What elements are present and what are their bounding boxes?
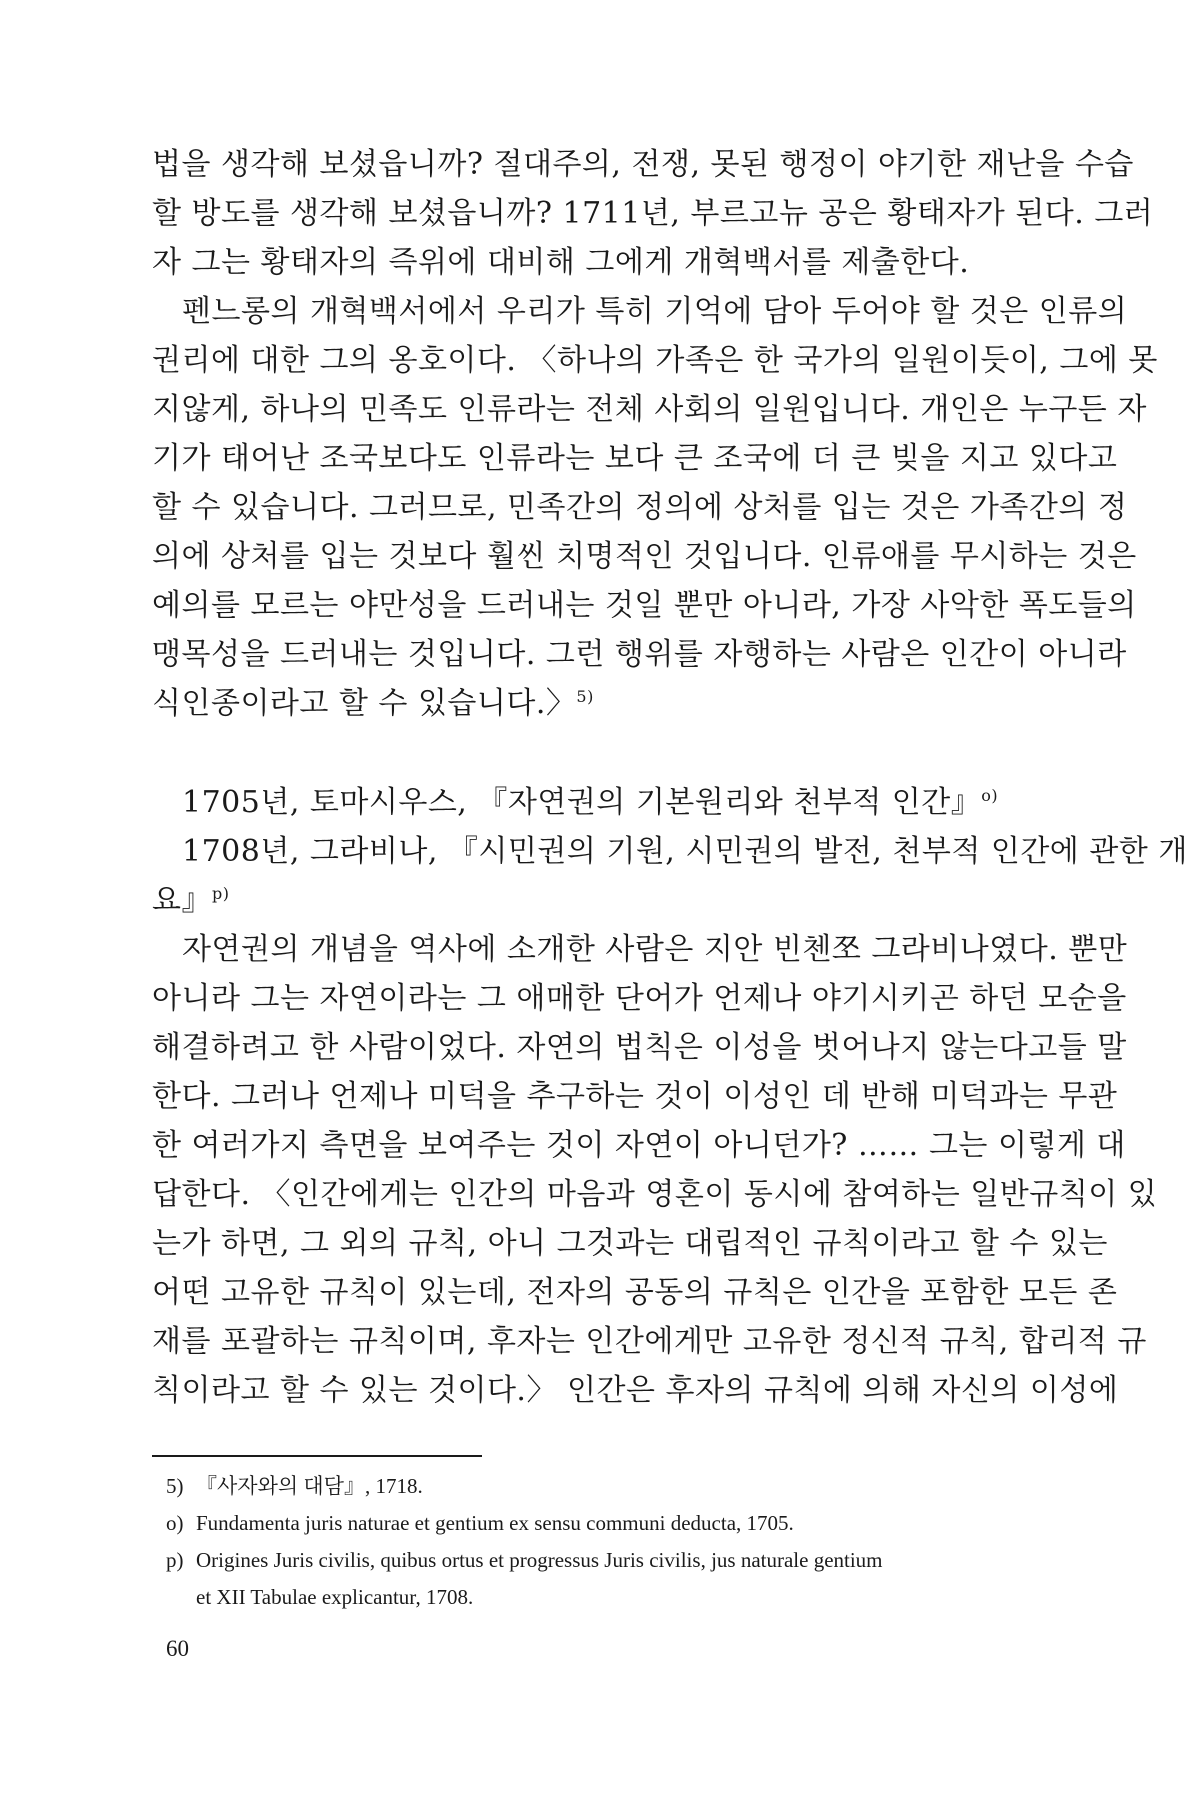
text-line: 예의를 모르는 야만성을 드러내는 것일 뿐만 아니라, 가장 사악한 폭도들의 bbox=[152, 588, 1137, 623]
text-line: 자 그는 황태자의 즉위에 대비해 그에게 개혁백서를 제출한다. bbox=[152, 245, 970, 280]
footnote-ref: p) bbox=[211, 884, 230, 903]
text-line: 재를 포괄하는 규칙이며, 후자는 인간에게만 고유한 정신적 규칙, 합리적 규 bbox=[152, 1324, 1147, 1359]
footnote-text: Fundamenta juris naturae et gentium ex sensu communi deducta, 1705. bbox=[196, 1511, 794, 1535]
text-line: 어떤 고유한 규칙이 있는데, 전자의 공동의 규칙은 인간을 포함한 모든 존 bbox=[152, 1275, 1118, 1310]
footnote-mark: 5) bbox=[166, 1474, 184, 1498]
text-line: 는가 하면, 그 외의 규칙, 아니 그것과는 대립적인 규칙이라고 할 수 있는 bbox=[152, 1226, 1108, 1261]
footnote-mark: o) bbox=[166, 1511, 184, 1535]
text-line: 할 수 있습니다. 그러므로, 민족간의 정의에 상처를 입는 것은 가족간의 정 bbox=[152, 490, 1128, 525]
footnote bbox=[166, 1542, 1046, 1579]
footnote bbox=[166, 1505, 1046, 1542]
text-line: 맹목성을 드러내는 것입니다. 그런 행위를 자행하는 사람은 인간이 아니라 bbox=[152, 637, 1127, 672]
body-text bbox=[152, 140, 1188, 1415]
text-line-content: 식인종이라고 할 수 있습니다.〉 bbox=[152, 686, 577, 721]
text-line: 한다. 그러나 언제나 미덕을 추구하는 것이 이성인 데 반해 미덕과는 무관 bbox=[152, 1079, 1118, 1114]
section-gap bbox=[152, 728, 1052, 778]
text-line: 권리에 대한 그의 옹호이다. 〈하나의 가족은 한 국가의 일원이듯이, 그에 못 bbox=[152, 343, 1158, 378]
text-line: 의에 상처를 입는 것보다 훨씬 치명적인 것입니다. 인류애를 무시하는 것은 bbox=[152, 539, 1137, 574]
reference-line bbox=[152, 827, 1188, 876]
text-line: 법을 생각해 보셨읍니까? 절대주의, 전쟁, 못된 행정이 야기한 재난을 수습 bbox=[152, 147, 1134, 182]
reference-line bbox=[152, 876, 1052, 925]
text-line: 칙이라고 할 수 있는 것이다.〉 인간은 후자의 규칙에 의해 자신의 이성에 bbox=[152, 1373, 1119, 1408]
text-line: 지않게, 하나의 민족도 인류라는 전체 사회의 일원입니다. 개인은 누구든 자 bbox=[152, 392, 1147, 427]
text-line: 아니라 그는 자연이라는 그 애매한 단어가 언제나 야기시키곤 하던 모순을 bbox=[152, 981, 1127, 1016]
reference-text: 1705년, 토마시우스, 『자연권의 기본원리와 천부적 인간』 bbox=[182, 785, 982, 820]
footnote-continuation bbox=[166, 1579, 1046, 1616]
reference-line bbox=[152, 778, 1052, 827]
reference-text: 1708년, 그라비나, 『시민권의 기원, 시민권의 발전, 천부적 인간에 관한 개 bbox=[182, 834, 1188, 869]
footnote-ref: 5) bbox=[576, 687, 594, 706]
footnotes bbox=[166, 1468, 1046, 1616]
text-line: 자연권의 개념을 역사에 소개한 사람은 지안 빈첸쪼 그라비나였다. 뿐만 bbox=[182, 932, 1128, 967]
footnote-divider bbox=[152, 1455, 482, 1457]
reference-text: 요』 bbox=[152, 883, 212, 918]
footnote-text: 『사자와의 대담』, 1718. bbox=[196, 1474, 423, 1498]
footnote bbox=[166, 1468, 1046, 1505]
footnote-text: et XII Tabulae explicantur, 1708. bbox=[196, 1585, 474, 1609]
footnote-mark: p) bbox=[166, 1548, 184, 1572]
page-number: 60 bbox=[166, 1636, 189, 1661]
text-line bbox=[152, 679, 1052, 728]
footnote-text: Origines Juris civilis, quibus ortus et progressus Juris civilis, jus naturale gentium bbox=[196, 1548, 883, 1572]
text-line: 기가 태어난 조국보다도 인류라는 보다 큰 조국에 더 큰 빚을 지고 있다고 bbox=[152, 441, 1118, 476]
footnote-ref: o) bbox=[981, 786, 999, 805]
text-line: 해결하려고 한 사람이었다. 자연의 법칙은 이성을 벗어나지 않는다고들 말 bbox=[152, 1030, 1127, 1065]
text-line: 할 방도를 생각해 보셨읍니까? 1711년, 부르고뉴 공은 황태자가 된다. 그러 bbox=[152, 196, 1154, 231]
text-line: 한 여러가지 측면을 보여주는 것이 자연이 아니던가? …… 그는 이렇게 대 bbox=[152, 1128, 1126, 1163]
text-line: 펜느롱의 개혁백서에서 우리가 특히 기억에 담아 두어야 할 것은 인류의 bbox=[182, 294, 1128, 329]
text-line: 답한다. 〈인간에게는 인간의 마음과 영혼이 동시에 참여하는 일반규칙이 있 bbox=[152, 1177, 1158, 1212]
